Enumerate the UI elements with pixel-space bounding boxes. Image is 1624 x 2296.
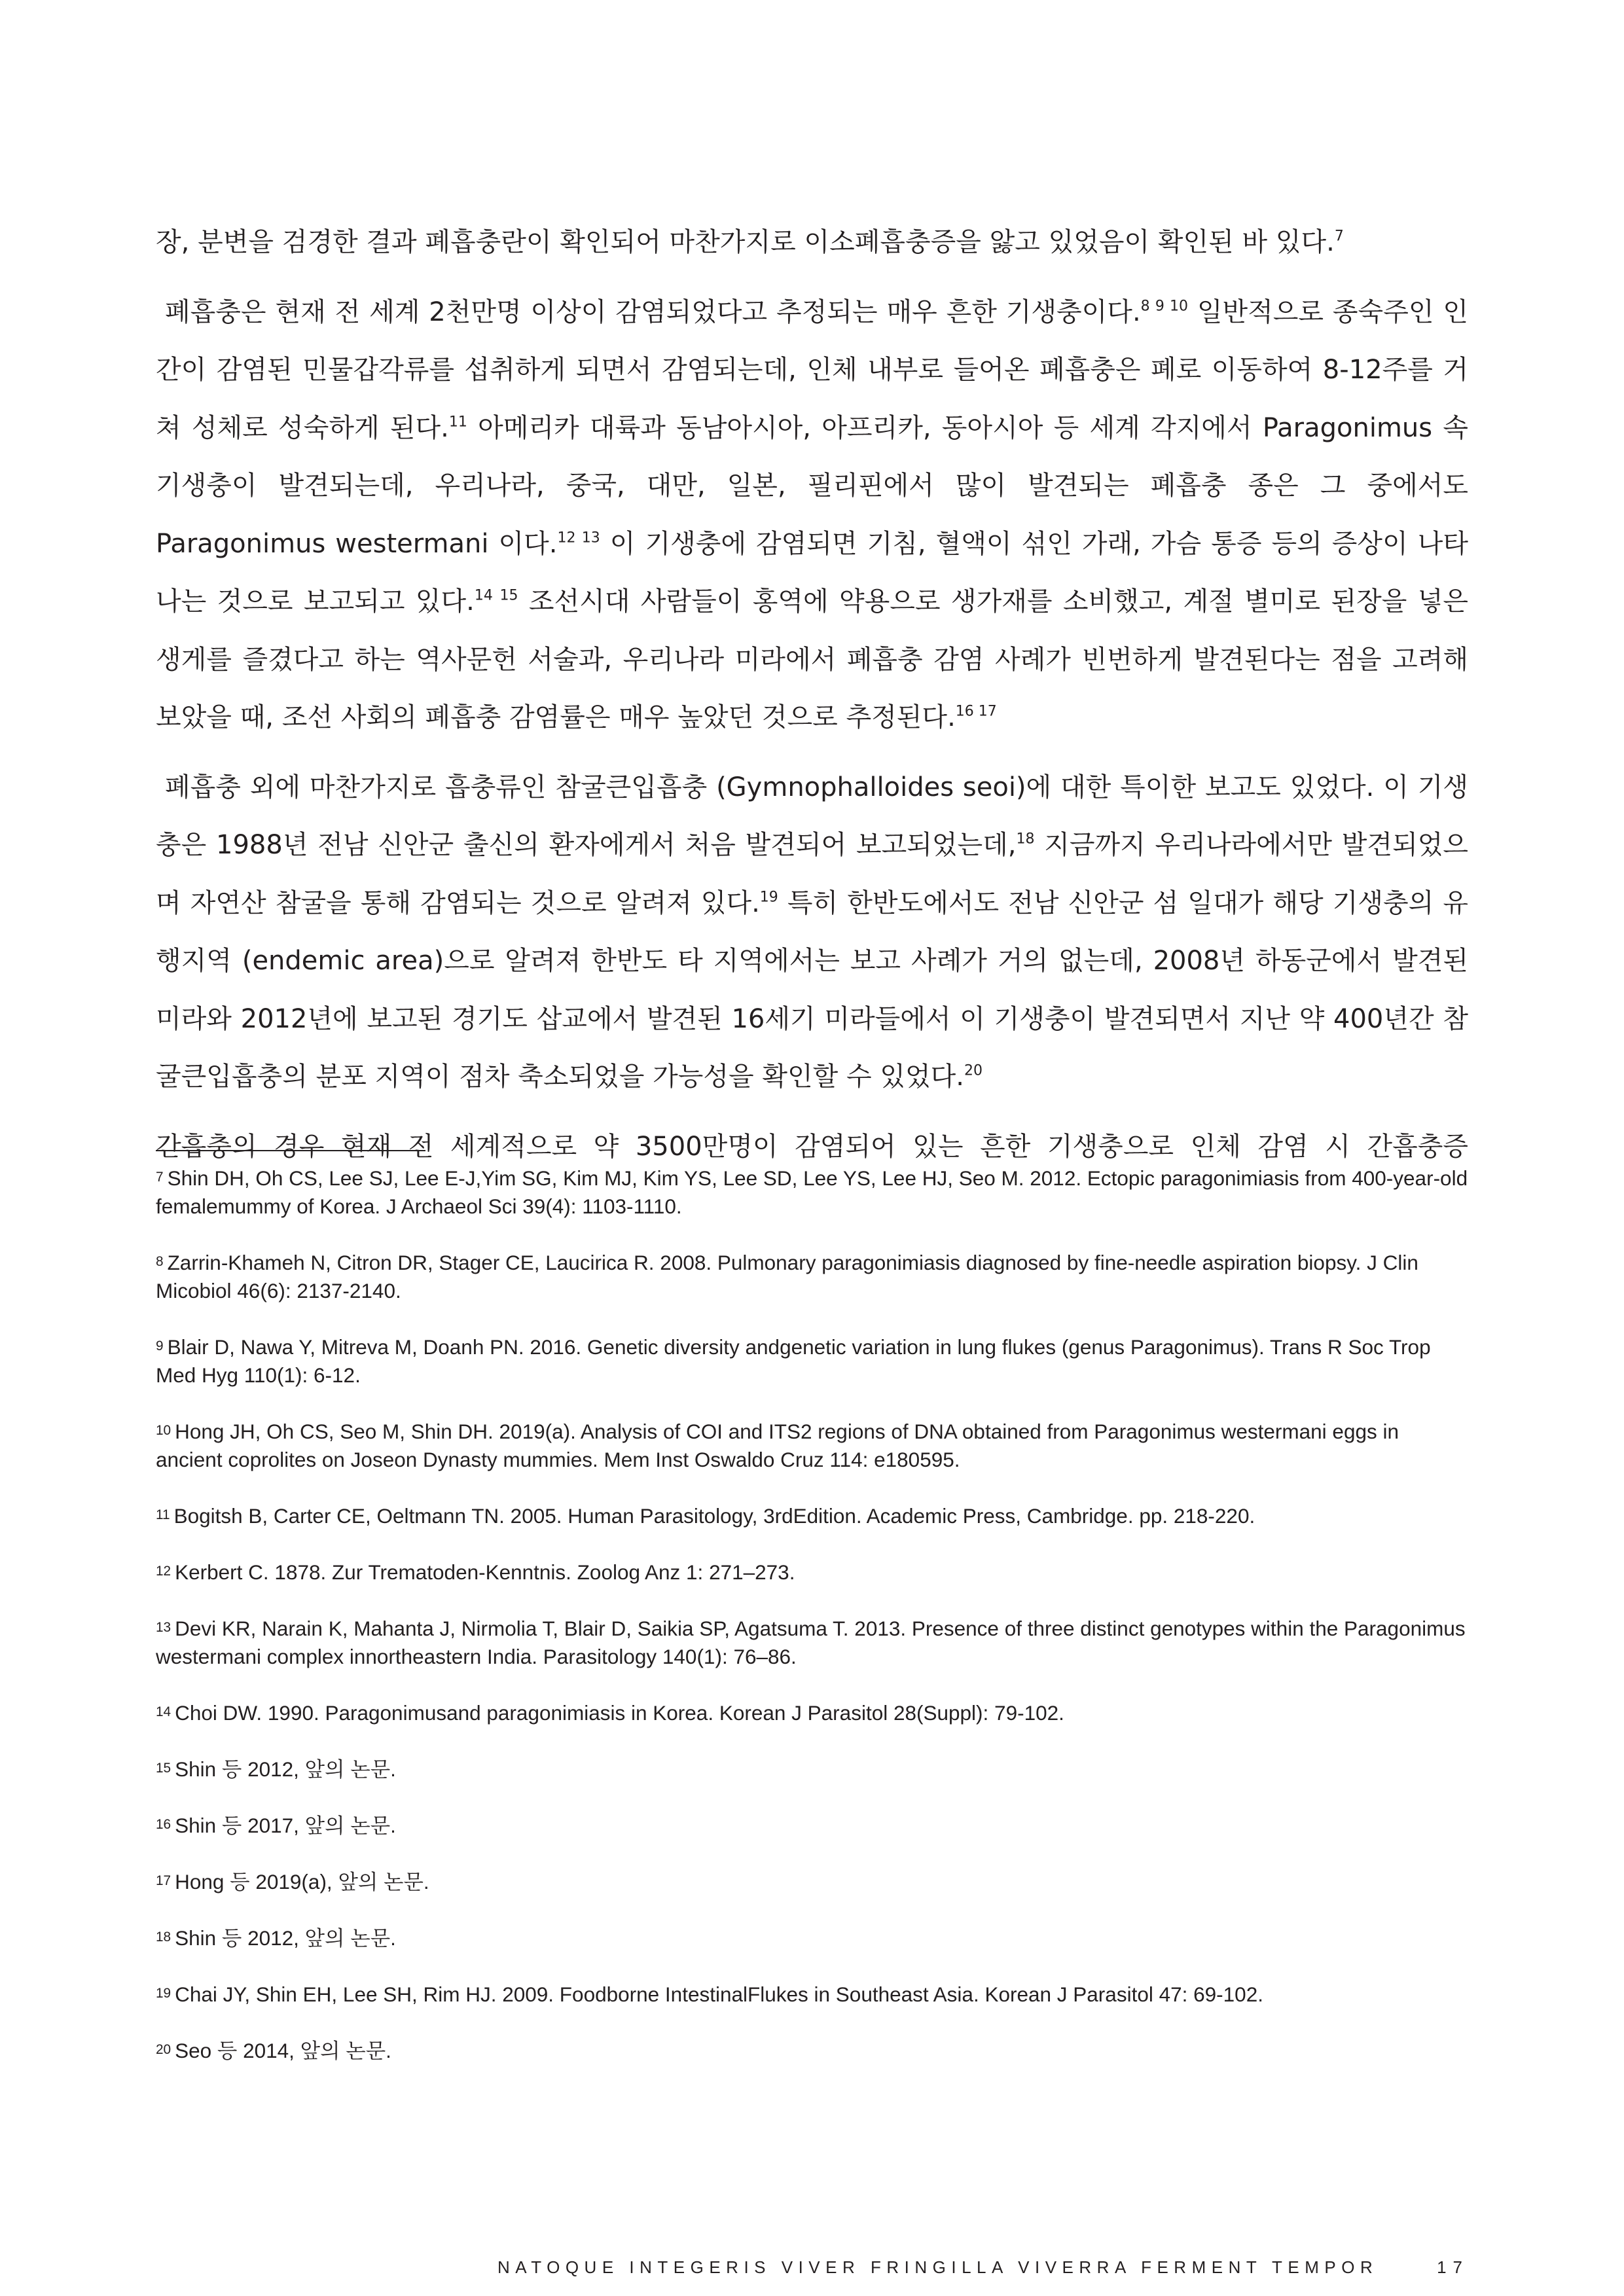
footnote [156,1502,1468,1530]
paragraph [156,283,1468,747]
footnote-text: Devi KR, Narain K, Mahanta J, Nirmolia T, Blair D, Saikia SP, Agatsuma T. 2013. Presence of three distinct genotypes within the Paragonimus westermani complex innortheastern India. Parasitology 140(1): 76–86. [156,1617,1466,1668]
footnote-number: 12 [156,1563,171,1579]
footnote [156,1812,1468,1840]
footnote-number: 10 [156,1422,171,1438]
paragraph-text: 지금까지 우리나라에서만 발견되었으며 자연산 참굴을 통해 감염되는 것으로 알려져 있다. [156,830,1468,918]
paragraph-text: 폐흡충은 현재 전 세계 2천만명 이상이 감염되었다고 추정되는 매우 흔한 기생충이다. [165,296,1141,327]
footnote-number: 14 [156,1704,171,1719]
footnote-reference: 7 [1334,228,1344,245]
page-footer [497,2257,1479,2278]
footnote-text: Shin 등 2012, 앞의 논문. [175,1757,396,1781]
footnote [156,1868,1468,1896]
footnote [156,2037,1468,2065]
footnote-number: 8 [156,1253,164,1269]
footnote [156,1924,1468,1952]
paragraph-text: 장, 분변을 검경한 결과 폐흡충란이 확인되어 마찬가지로 이소폐흡충증을 앓고 있었음이 확인된 바 있다. [156,227,1335,257]
footnote-number: 7 [156,1169,164,1185]
footnote-text: Zarrin-Khameh N, Citron DR, Stager CE, Laucirica R. 2008. Pulmonary paragonimiasis diagnosed by fine-needle aspiration biopsy. J Clin Micobiol 46(6): 2137-2140. [156,1251,1418,1302]
footnote-number: 20 [156,2041,171,2057]
footnote-text: Shin 등 2017, 앞의 논문. [175,1814,396,1837]
footnote-text: Shin DH, Oh CS, Lee SJ, Lee E-J,Yim SG, Kim MJ, Kim YS, Lee SD, Lee YS, Lee HJ, Seo M. 2012. Ectopic paragonimiasis from 400-year-old femalemummy of Korea. J Archaeol Sci 39(4): 1103-1110. [156,1166,1468,1218]
footnote-separator [156,1150,425,1151]
footnote-text: Kerbert C. 1878. Zur Trematoden-Kenntnis. Zoolog Anz 1: 271–273. [175,1560,795,1584]
footnote-text: Hong 등 2019(a), 앞의 논문. [175,1870,429,1893]
paragraph-text: 특히 한반도에서도 전남 신안군 섬 일대가 해당 기생충의 유행지역 (endemic area)으로 알려져 한반도 타 지역에서는 보고 사례가 거의 없는데, 2008년 하동군에서 발견된 미라와 2012년에 보고된 경기도 삽교에서 발견된 16세기 미라들에서 이 기생충이 발견되면서 지난 약 400년간 참굴큰입흡충의 분포 지역이 점차 축소되었을 가능성을 확인할 수 있었다. [156,888,1468,1092]
footnote-text: Shin 등 2012, 앞의 논문. [175,1926,396,1950]
paragraph [156,213,1468,272]
footnote [156,1558,1468,1587]
footnote [156,1418,1468,1474]
footnote [156,1249,1468,1305]
footnote [156,1981,1468,2009]
footnote [156,1699,1468,1727]
footnote-number: 16 [156,1816,171,1832]
footnotes [156,1164,1468,2093]
footnote [156,1164,1468,1221]
paragraph [156,759,1468,1106]
running-title: NATOQUE INTEGERIS VIVER FRINGILLA VIVERRA FERMENT TEMPOR [497,2257,1379,2277]
footnote-reference: 19 [759,889,778,906]
footnote-number: 19 [156,1985,171,2001]
paragraph-text: 조선시대 사람들이 홍역에 약용으로 생가재를 소비했고, 계절 별미로 된장을 넣은 생게를 즐겼다고 하는 역사문헌 서술과, 우리나라 미라에서 폐흡충 감염 사례가 빈번하게 발견된다는 점을 고려해 보았을 때, 조선 사회의 폐흡충 감염률은 매우 높았던 것으로 추정된다. [156,586,1469,732]
footnote-number: 15 [156,1760,171,1776]
footnote-text: Choi DW. 1990. Paragonimusand paragonimiasis in Korea. Korean J Parasitol 28(Suppl): 79-102. [175,1701,1064,1725]
footnote-reference: 11 [448,414,467,431]
paragraph-text: 이 기생충에 감염되면 기침, 혈액이 섞인 가래, 가슴 통증 등의 증상이 나타나는 것으로 보고되고 있다. [156,528,1469,617]
footnote-number: 11 [156,1507,170,1522]
footnote-reference: 12 13 [557,529,600,547]
footnote-text: Bogitsh B, Carter CE, Oeltmann TN. 2005. Human Parasitology, 3rdEdition. Academic Press, Cambridge. pp. 218-220. [173,1504,1255,1528]
footnote-text: Seo 등 2014, 앞의 논문. [175,2039,391,2062]
footnote-reference: 16 17 [955,703,997,720]
footnote-number: 17 [156,1873,171,1888]
footnote-reference: 8 9 10 [1140,298,1188,315]
footnote-reference: 14 15 [474,587,518,604]
footnote-text: Chai JY, Shin EH, Lee SH, Rim HJ. 2009. Foodborne IntestinalFlukes in Southeast Asia. Korean J Parasitol 47: 69-102. [175,1982,1263,2006]
footnote-number: 13 [156,1619,171,1635]
footnote-number: 9 [156,1338,164,1354]
paragraph-text: 일반적으로 종숙주인 인간이 감염된 민물갑각류를 섭취하게 되면서 감염되는데, 인체 내부로 들어온 폐흡충은 폐로 이동하여 8-12주를 거쳐 성체로 성숙하게 된다. [156,296,1468,443]
footnote-reference: 20 [964,1062,983,1079]
page-number: 17 [1437,2257,1469,2277]
footnote [156,1333,1468,1390]
footnote [156,1755,1468,1784]
footnote-text: Hong JH, Oh CS, Seo M, Shin DH. 2019(a). Analysis of COI and ITS2 regions of DNA obtained from Paragonimus westermani eggs in ancient coprolites on Joseon Dynasty mummies. Mem Inst Oswaldo Cruz 114: e180595. [156,1420,1399,1471]
footnote-reference: 18 [1016,831,1035,848]
footnote-text: Blair D, Nawa Y, Mitreva M, Doanh PN. 2016. Genetic diversity andgenetic variation in lung flukes (genus Paragonimus). Trans R Soc Trop Med Hyg 110(1): 6-12. [156,1335,1431,1387]
main-text [156,213,1468,1187]
paragraph-text: 폐흡충 외에 마찬가지로 흡충류인 참굴큰입흡충 (Gymnophalloides seoi)에 대한 특이한 보고도 있었다. 이 기생충은 1988년 전남 신안군 출신의 환자에게서 처음 발견되어 보고되었는데, [156,772,1468,860]
paragraph-text: 간흡충의 경우 현재 전 세계적으로 약 3500만명이 감염되어 있는 흔한 기생충으로 인체 감염 시 간흡충증 [156,1131,1468,1162]
footnote-number: 18 [156,1929,171,1945]
footnote [156,1615,1468,1671]
paragraph-text: 아메리카 대륙과 동남아시아, 아프리카, 동아시아 등 세계 각지에서 Paragonimus 속 기생충이 발견되는데, 우리나라, 중국, 대만, 일본, 필리핀에서 많이 발견되는 폐흡충 종은 그 중에서도 Paragonimus westermani 이다. [156,412,1468,559]
